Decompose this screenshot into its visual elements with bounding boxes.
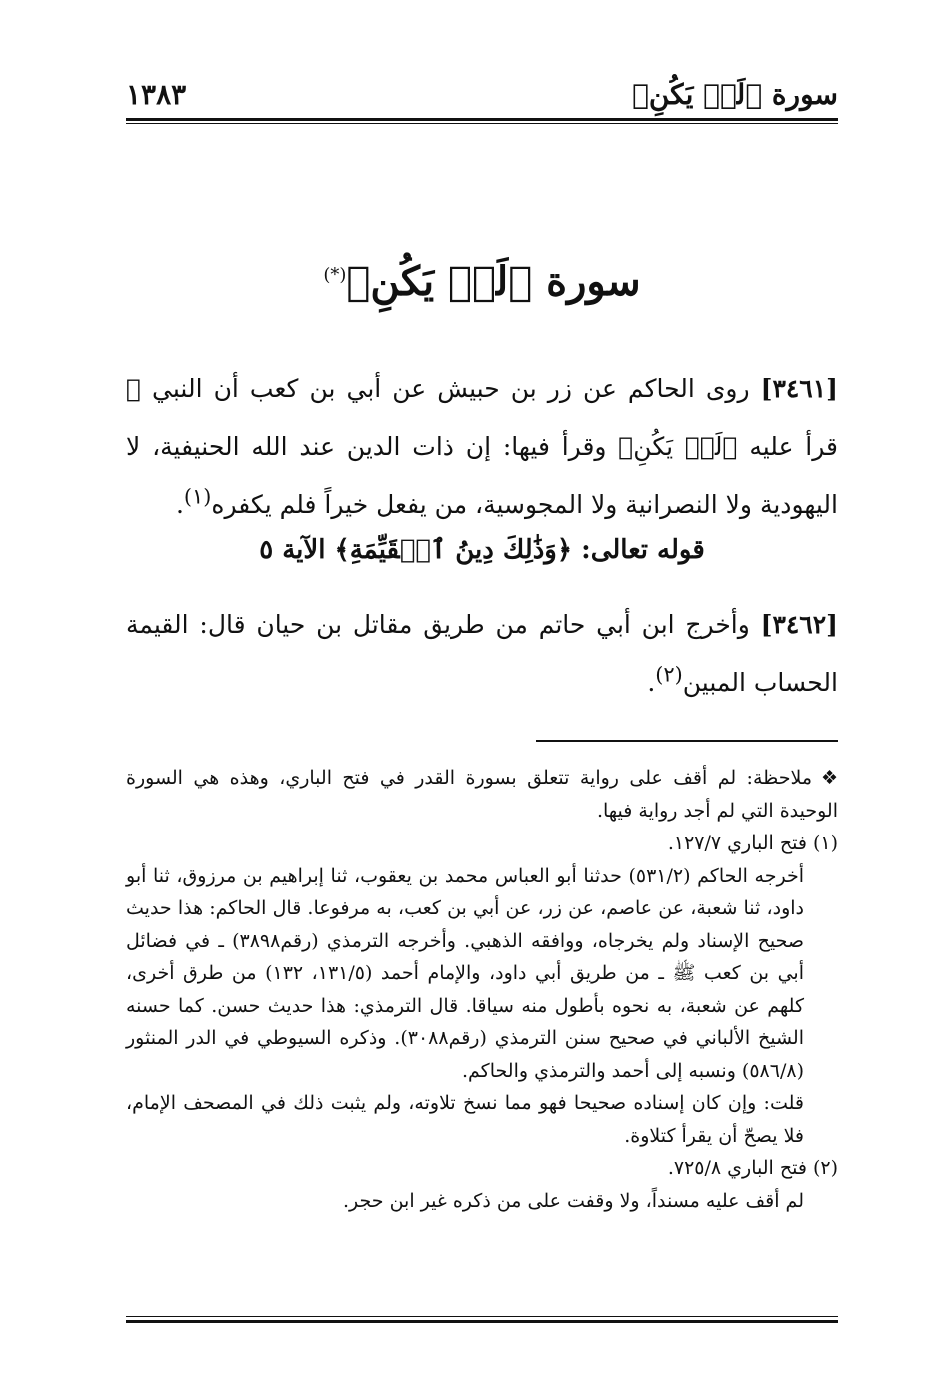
hadith-number: [٣٤٦١] bbox=[760, 374, 838, 403]
footnote-2-body: لم أقف عليه مسنداً، ولا وقفت على من ذكره غير ابن حجر. bbox=[343, 1189, 804, 1212]
note-text: ملاحظة: لم أقف على رواية تتعلق بسورة القدر في فتح الباري، وهذه هي السورة الوحيدة التي لم أجد رواية فيها. bbox=[126, 767, 838, 822]
footnote-1-qultu: قلت: وإن كان إسناده صحيحا فهو مما نسخ تلاوته، ولم يثبت ذلك في المصحف الإمام، فلا يصحّ أن يقرأ كتلاوة. bbox=[126, 1092, 804, 1147]
footer-rule-thin bbox=[126, 1316, 838, 1317]
footer-rule bbox=[126, 1320, 838, 1323]
footnote-ref: (٢) bbox=[655, 662, 683, 687]
footnote-note bbox=[126, 762, 838, 827]
hadith-end: . bbox=[175, 490, 184, 519]
footnote-2-title: (٢) فتح الباري ٧٢٥/٨. bbox=[667, 1157, 838, 1179]
hadith-3461 bbox=[126, 360, 838, 534]
running-header bbox=[126, 78, 838, 118]
surah-title bbox=[126, 258, 838, 305]
footnote-1-title: (١) فتح الباري ١٢٧/٧. bbox=[667, 832, 838, 854]
footnotes bbox=[126, 762, 838, 1217]
hadith-3462 bbox=[126, 596, 838, 712]
diamond-bullet-icon: ❖ bbox=[820, 767, 838, 789]
verse-subheading: قوله تعالى: ﴿وَذَٰلِكَ دِينُ ٱلۡقَيِّمَةِ﴾ الآية ٥ bbox=[259, 535, 705, 565]
footnote-ref: (١) bbox=[183, 484, 212, 509]
footnote-separator bbox=[536, 740, 838, 742]
footnote-1-body: أخرجه الحاكم (٥٣١/٢) حدثنا أبو العباس محمد بن يعقوب، ثنا إبراهيم بن مرزوق، ثنا أبو داود، ثنا شعبة، عن عاصم، عن زر، عن أبي بن كعب، به مرفوعا. قال الحاكم: هذا حديث صحيح الإسناد ولم يخرجاه، ووافقه الذهبي. وأخرجه الترمذي (رقم٣٨٩٨) ـ في فضائل أبي بن كعب ﷺ ـ من طريق أبي داود، والإمام أحمد (١٣١/٥، ١٣٢) من طرق أخرى، كلهم عن شعبة، به نحوه بأطول منه سياقا. قال الترمذي: هذا حديث حسن. كما حسنه الشيخ الألباني في صحيح سنن الترمذي (رقم٣٠٨٨). وذكره السيوطي في الدر المنثور (٥٨٦/٨) ونسبه إلى أحمد والترمذي والحاكم. bbox=[126, 864, 804, 1082]
page-number: ١٣٨٣ bbox=[126, 78, 187, 111]
hadith-number: [٣٤٦٢] bbox=[760, 610, 838, 639]
header-rule bbox=[126, 118, 838, 121]
hadith-end: . bbox=[647, 668, 656, 697]
surah-title-marker: (*) bbox=[323, 264, 347, 286]
hadith-text: وأخرج ابن أبي حاتم من طريق مقاتل بن حيان قال: القيمة الحساب المبين bbox=[126, 610, 838, 697]
surah-title-text: سورة ﴿لَمۡ يَكُنِ﴾ bbox=[346, 258, 641, 305]
running-header-title: سورة ﴿لَمۡ يَكُنِ﴾ bbox=[632, 78, 838, 111]
hadith-text: روى الحاكم عن زر بن حبيش عن أبي بن كعب أن النبي ﷺ قرأ عليه ﴿لَمۡ يَكُنِ﴾ وقرأ فيها: إن ذات الدين عند الله الحنيفية، لا اليهودية ولا النصرانية ولا المجوسية، من يفعل خيراً فلم يكفره bbox=[126, 374, 838, 519]
header-rule-thin bbox=[126, 123, 838, 124]
